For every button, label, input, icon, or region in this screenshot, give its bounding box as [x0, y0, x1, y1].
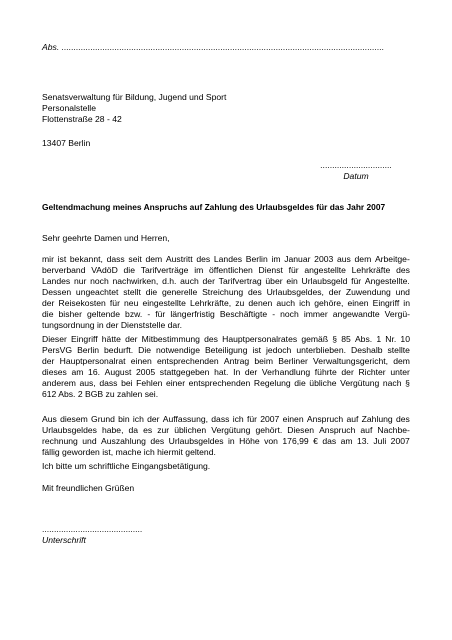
paragraph-line: PersVG Berlin bedurft. Die notwendige Beteiligung ist jedoch unterblieben. Deshalb stellte [42, 345, 410, 355]
paragraph-line: Dessen ungeachtet stellt die generelle Streichung des Urlaubsgeldes, der Zuwendung und [42, 287, 410, 297]
paragraph-line: fällig geworden ist, mache ich hiermit geltend. [42, 447, 216, 457]
paragraph-line: Aus diesem Grund bin ich der Auffassung, dass ich für 2007 einen Anspruch auf Zahlung des [42, 414, 410, 424]
sender-line: Abs. ...................................................................................................................................... [42, 42, 385, 52]
paragraph-line: der Reisekosten für neu eingestellte Lehrkräfte, zu denen auch ich gehöre, einen Eingriff in [42, 298, 410, 308]
paragraph-line: mir ist bekannt, dass seit dem Austritt des Landes Berlin im Januar 2003 aus dem Arbeitge- [42, 254, 410, 264]
paragraph-line: berverband VAdöD die Tarifverträge im öffentlichen Dienst für angestellte Lehrkräfte des [42, 265, 410, 275]
paragraph-line: dieses am 16. August 2005 stattgegeben hat. In der Verhandlung führte der Richter unter [42, 367, 410, 377]
date-dots: .............................. [320, 160, 392, 170]
paragraph-line: Urlaubsgeldes habe, da es zur üblichen Vergütung gehört. Diesen Anspruch auf Nachbe- [42, 425, 410, 435]
recipient-city: 13407 Berlin [42, 138, 91, 148]
paragraph-line: rechnung und Auszahlung des Urlaubsgeldes in Höhe von 176,99 € das am 13. Juli 2007 [42, 436, 410, 446]
signature-label: Unterschrift [42, 535, 86, 545]
closing-greeting: Mit freundlichen Grüßen [42, 483, 135, 493]
recipient-name: Senatsverwaltung für Bildung, Jugend und Sport [42, 92, 227, 102]
paragraph-line: die bisher geltende bzw. - für längerfristig Beschäftigte - noch immer angewandte Vergü- [42, 309, 410, 319]
subject-line: Geltendmachung meines Anspruchs auf Zahlung des Urlaubsgeldes für das Jahr 2007 [42, 202, 386, 212]
paragraph-2 [42, 334, 410, 400]
paragraph-line: Landes nur noch nachwirken, d.h. auch der Tarifvertrag über ein Urlaubsgeld für Angestellte. [42, 276, 410, 286]
signature-dots: .......................................... [42, 524, 143, 534]
paragraph-line: tungsordnung in der Dienststelle dar. [42, 320, 182, 330]
paragraph-line: anderem aus, dass bei Fehlen einer entsprechenden Regelung die übliche Vergütung nach § [42, 378, 410, 388]
recipient-department: Personalstelle [42, 103, 96, 113]
date-field [311, 160, 401, 182]
salutation: Sehr geehrte Damen und Herren, [42, 233, 170, 243]
signature-field [42, 524, 142, 546]
recipient-address [42, 92, 226, 125]
confirmation-request: Ich bitte um schriftliche Eingangsbetätigung. [42, 461, 211, 471]
date-label: Datum [343, 171, 369, 181]
paragraph-line: 612 Abs. 2 BGB zu zahlen sei. [42, 389, 159, 399]
paragraph-3 [42, 414, 410, 458]
paragraph-line: Dieser Eingriff hätte der Mitbestimmung des Hauptpersonalrates gemäß § 85 Abs. 1 Nr. 10 [42, 334, 410, 344]
recipient-street: Flottenstraße 28 - 42 [42, 114, 122, 124]
paragraph-1 [42, 254, 410, 331]
paragraph-line: der Hauptpersonalrat einen entsprechenden Antrag beim Berliner Verwaltungsgericht, dem [42, 356, 410, 366]
